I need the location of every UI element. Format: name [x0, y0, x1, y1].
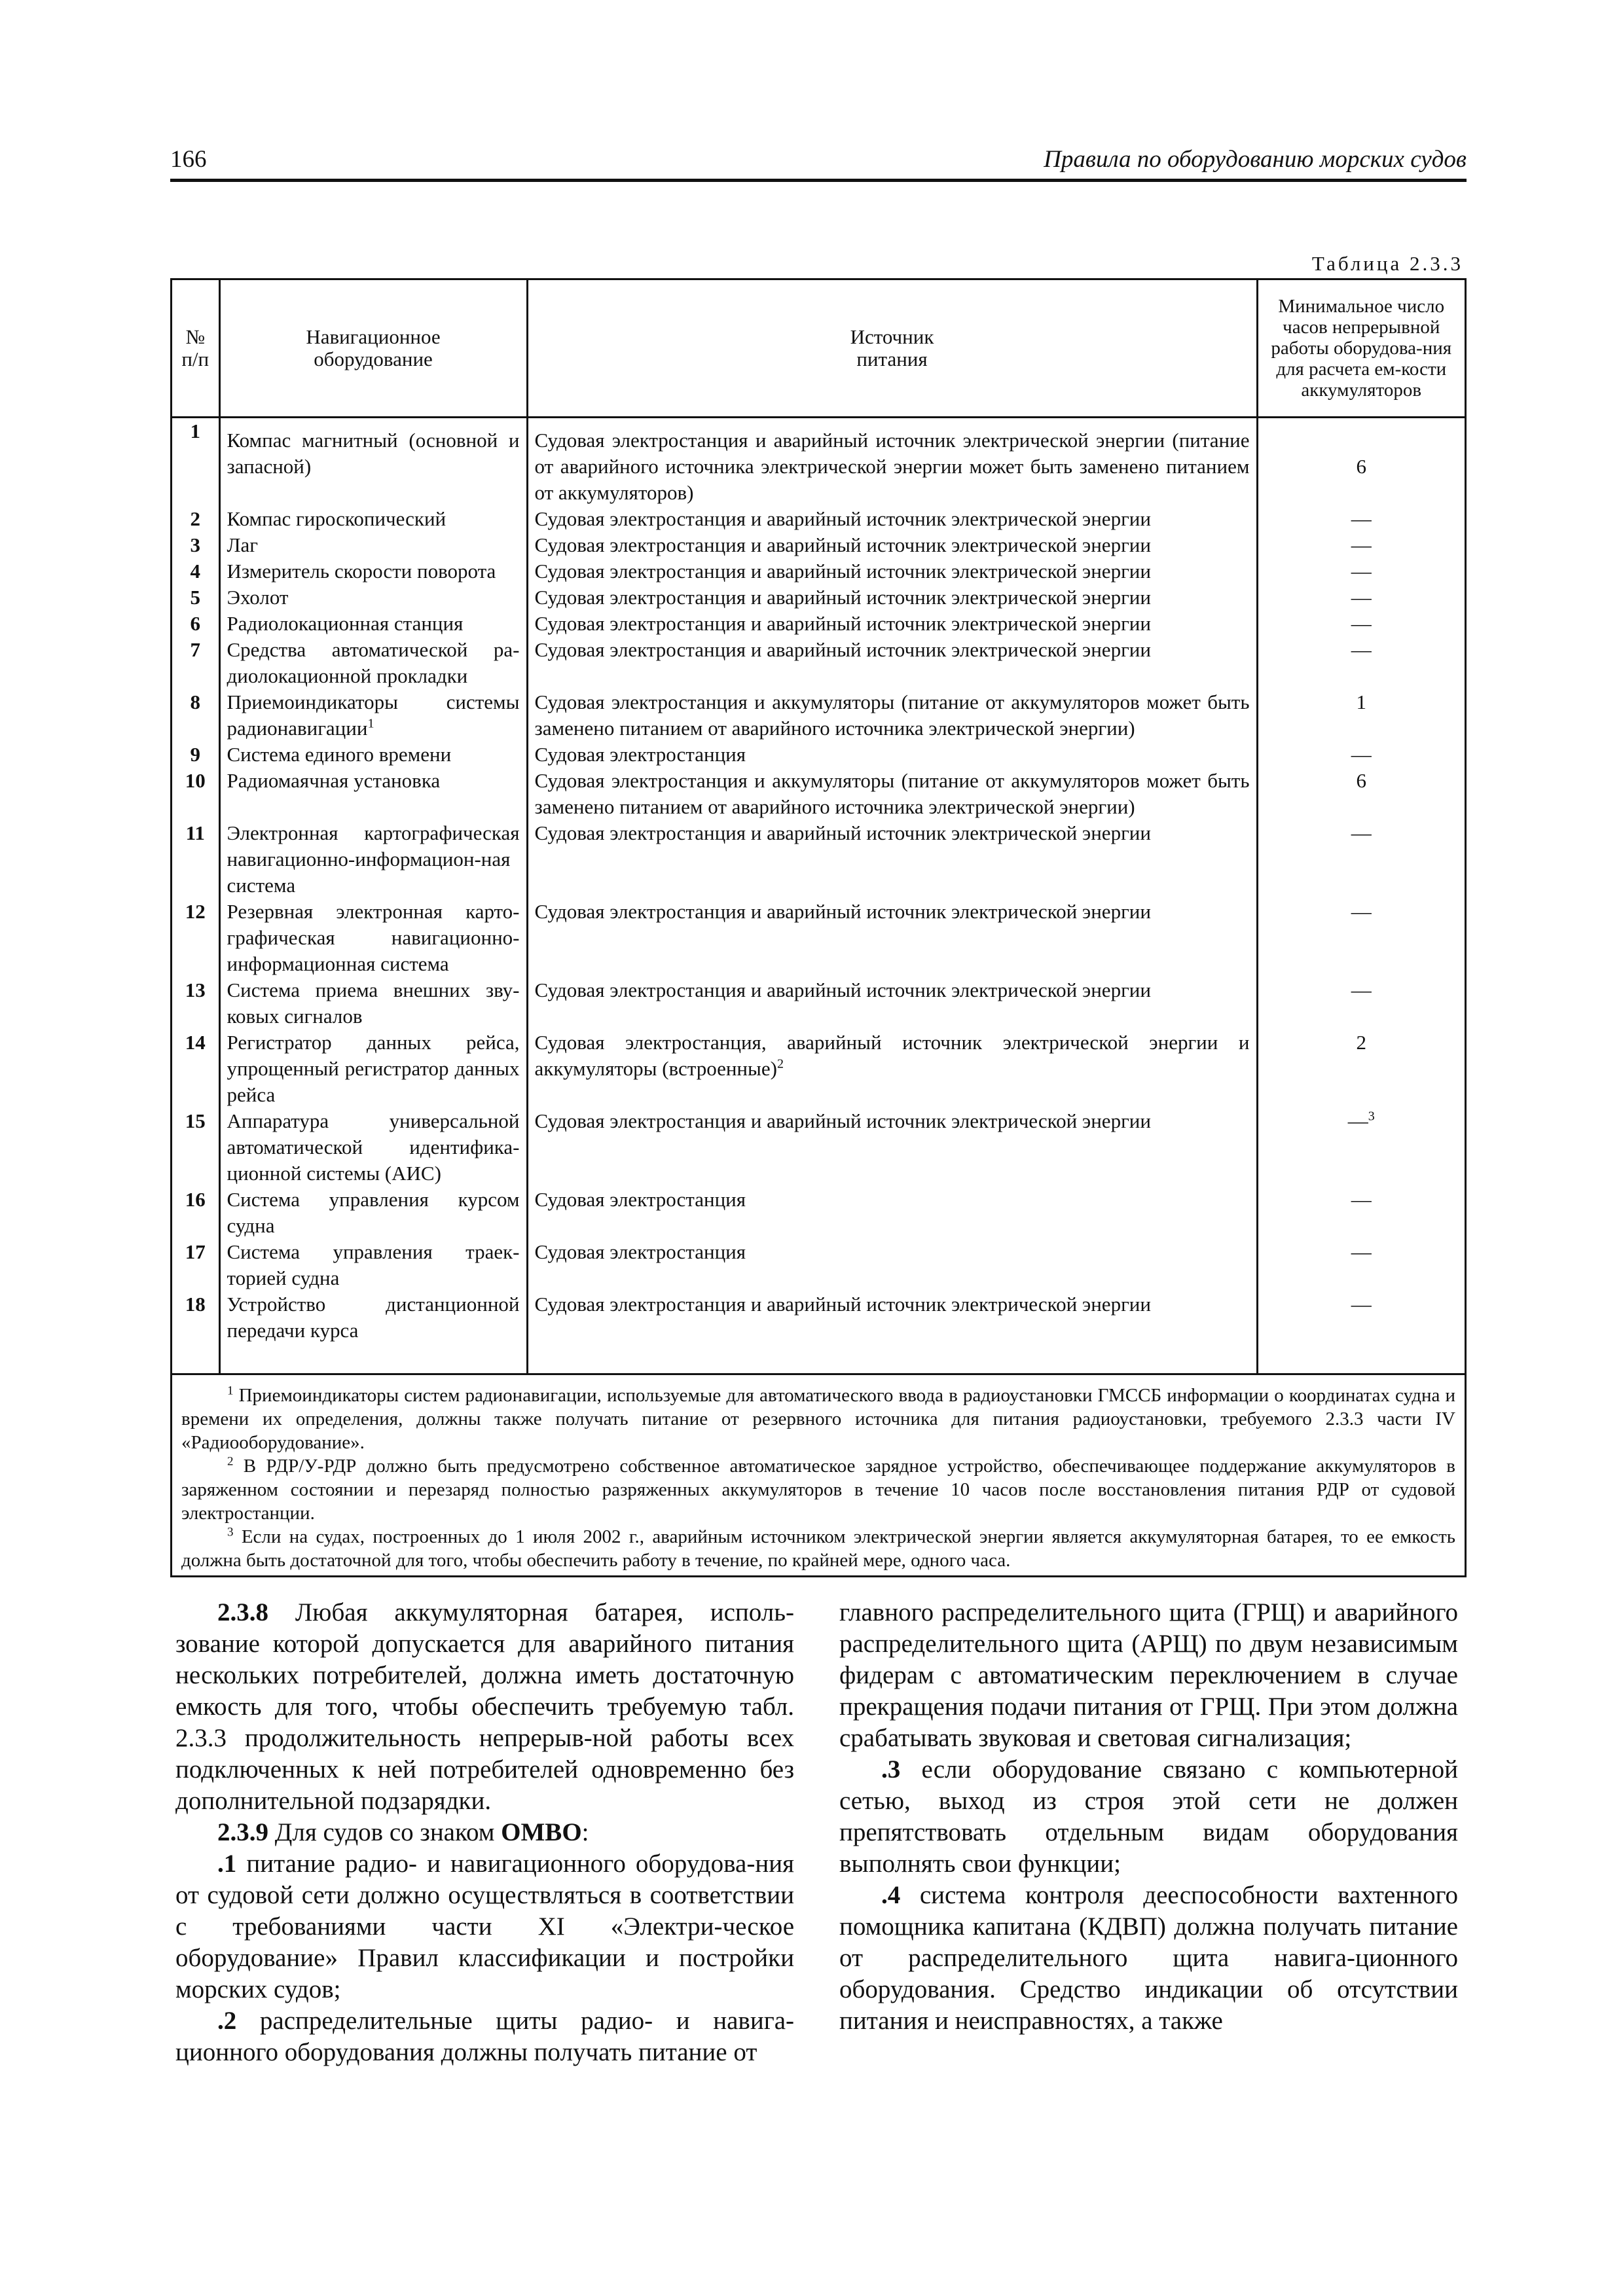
- hours-cell-text: —: [1351, 978, 1372, 1001]
- row-number: [172, 1187, 219, 1239]
- hours-cell: [1257, 532, 1465, 558]
- row-number-text: 4: [190, 560, 200, 583]
- equipment-cell-text: Устройство дистанционной передачи курса: [227, 1293, 520, 1342]
- hours-cell: [1257, 1291, 1465, 1344]
- hours-cell: [1257, 637, 1465, 689]
- source-cell-text: Судовая электростанция и аварийный источник электрической энергии: [534, 1293, 1151, 1316]
- table-row: [172, 1239, 1465, 1291]
- item-2-continued: главного распределительного щита (ГРЩ) и аварийного распределительного щита (АРЩ) по двум независимым фидерам с автоматическим переключением в случае прекращения подачи питания от ГРЩ. При этом должна срабатывать звуковая и световая сигнализация;: [839, 1598, 1458, 1752]
- source-cell: [527, 689, 1257, 742]
- source-cell: [527, 1187, 1257, 1239]
- hours-cell: [1257, 1108, 1465, 1187]
- filler-cell: [172, 1344, 219, 1373]
- hours-cell-text: —: [1351, 900, 1372, 923]
- source-cell-text: Судовая электростанция и аварийный источник электрической энергии: [534, 1109, 1151, 1132]
- equipment-cell-text: Радиомаячная установка: [227, 769, 441, 792]
- row-number-text: 15: [185, 1109, 206, 1132]
- row-number: [172, 558, 219, 584]
- table-row: [172, 506, 1465, 532]
- item-text: распределительные щиты радио- и навига-ционного оборудования должны получать питание от: [175, 2007, 794, 2066]
- row-number-text: 18: [185, 1293, 206, 1316]
- equipment-cell-text: Электронная картографическая навигационно-информацион-ная система: [227, 821, 520, 897]
- hours-cell-text: —: [1347, 1109, 1368, 1132]
- source-cell: [527, 611, 1257, 637]
- hours-cell: [1257, 768, 1465, 820]
- item-number: .4: [881, 1881, 901, 1909]
- equipment-cell-text: Резервная электронная карто-графическая навигационно-информационная система: [227, 900, 520, 975]
- item-1: [175, 1848, 794, 2005]
- table-row: [172, 558, 1465, 584]
- source-cell: [527, 768, 1257, 820]
- hours-cell-text: —: [1351, 743, 1372, 766]
- table-row: [172, 899, 1465, 977]
- item-number: .3: [881, 1755, 901, 1784]
- colon: :: [581, 1818, 589, 1846]
- row-number: [172, 1239, 219, 1291]
- table-row: [172, 977, 1465, 1030]
- footnote-1: [181, 1384, 1455, 1454]
- table-row: [172, 1291, 1465, 1344]
- footnote-divider: [172, 1373, 1465, 1375]
- row-number-text: 11: [185, 821, 205, 844]
- table-row: [172, 584, 1465, 611]
- row-number: [172, 768, 219, 820]
- source-cell: [527, 1108, 1257, 1187]
- paragraph-2-3-9: [175, 1817, 794, 1848]
- hours-cell: [1257, 689, 1465, 742]
- footnote-2: [181, 1454, 1455, 1525]
- footnote-text: В РДР/У-РДР должно быть предусмотрено собственное автоматическое зарядное устройство, обеспечивающее поддержание аккумуляторов в заряженном состоянии и перезаряд полностью разряженных аккумуляторов в течение 10 часов после восстановления питания РДР от судовой электростанции.: [181, 1456, 1455, 1524]
- hours-cell: [1257, 899, 1465, 977]
- source-cell-text: Судовая электростанция и аварийный источник электрической энергии (питание от аварийного источника электрической энергии может быть заменено питанием от аккумуляторов): [534, 429, 1250, 504]
- source-cell: [527, 584, 1257, 611]
- header-source: Источник питания: [527, 280, 1257, 418]
- source-cell: [527, 418, 1257, 507]
- page-number: 166: [170, 146, 207, 173]
- table-row: [172, 768, 1465, 820]
- footnote-ref: 1: [367, 716, 374, 731]
- source-cell: [527, 1239, 1257, 1291]
- hours-cell: [1257, 1239, 1465, 1291]
- source-cell-text: Судовая электростанция и аварийный источник электрической энергии: [534, 978, 1151, 1001]
- equipment-cell: [219, 558, 527, 584]
- filler-cell: [527, 1344, 1257, 1373]
- hours-cell-text: —: [1351, 1188, 1372, 1211]
- table-row: [172, 1108, 1465, 1187]
- clause-number: 2.3.8: [217, 1598, 268, 1626]
- source-cell: [527, 820, 1257, 899]
- hours-cell-text: 2: [1356, 1031, 1366, 1054]
- row-number-text: 17: [185, 1240, 206, 1263]
- equipment-cell-text: Система приема внешних зву-ковых сигналов: [227, 978, 520, 1028]
- equipment-cell: [219, 506, 527, 532]
- footnote-ref: 2: [776, 1056, 784, 1071]
- table-row: [172, 1030, 1465, 1108]
- source-cell: [527, 532, 1257, 558]
- row-number: [172, 977, 219, 1030]
- equipment-cell-text: Приемоиндикаторы системы радионавигации: [227, 691, 520, 740]
- hours-cell: [1257, 418, 1465, 507]
- header-rule: [170, 179, 1467, 182]
- item-3: [839, 1754, 1458, 1880]
- hours-cell-text: —: [1351, 638, 1372, 661]
- row-number: [172, 418, 219, 507]
- table-row: [172, 418, 1465, 507]
- equipment-cell: [219, 899, 527, 977]
- row-number-text: 5: [190, 586, 200, 609]
- hours-cell: [1257, 977, 1465, 1030]
- source-cell-text: Судовая электростанция и аварийный источник электрической энергии: [534, 821, 1151, 844]
- source-cell-text: Судовая электростанция и аварийный источник электрической энергии: [534, 533, 1151, 556]
- footnote-ref: 3: [1368, 1109, 1375, 1124]
- page-header: [170, 145, 1467, 178]
- item-text: питание радио- и навигационного оборудова-ния от судовой сети должно осуществляться в соответствии с требованиями части XI «Электри-ческое оборудование» Правил классификации и постройки морских судов;: [175, 1850, 794, 2003]
- source-cell-text: Судовая электростанция и аварийный источник электрической энергии: [534, 507, 1151, 530]
- hours-cell-text: —: [1351, 533, 1372, 556]
- footnote-3: [181, 1525, 1455, 1572]
- row-number-text: 6: [190, 612, 200, 635]
- equipment-cell: [219, 1187, 527, 1239]
- clause-number: 2.3.9: [217, 1818, 268, 1846]
- source-cell-text: Судовая электростанция и аккумуляторы (питание от аккумуляторов может быть заменено питанием от аварийного источника электрической энергии): [534, 691, 1250, 740]
- equipment-cell-text: Лаг: [227, 533, 258, 556]
- table-footnotes: [181, 1384, 1455, 1572]
- hours-cell: [1257, 1030, 1465, 1108]
- equipment-cell: [219, 1239, 527, 1291]
- hours-cell-text: —: [1351, 821, 1372, 844]
- equipment-cell-text: Система управления траек-торией судна: [227, 1240, 520, 1289]
- equipment-cell: [219, 532, 527, 558]
- source-cell: [527, 742, 1257, 768]
- row-number: [172, 1030, 219, 1108]
- table-filler-row: [172, 1344, 1465, 1373]
- equipment-cell-text: Регистратор данных рейса, упрощенный регистратор данных рейса: [227, 1031, 520, 1106]
- hours-cell-text: —: [1351, 560, 1372, 583]
- source-cell-text: Судовая электростанция и аварийный источник электрической энергии: [534, 638, 1151, 661]
- row-number-text: 13: [185, 978, 206, 1001]
- row-number: [172, 742, 219, 768]
- filler-cell: [219, 1344, 527, 1373]
- source-cell-text: Судовая электростанция: [534, 1240, 746, 1263]
- table-row: [172, 637, 1465, 689]
- equipment-cell-text: Аппаратура универсальной автоматической идентифика-ционной системы (АИС): [227, 1109, 520, 1185]
- equipment-cell: [219, 584, 527, 611]
- table-row: [172, 1187, 1465, 1239]
- row-number-text: 16: [185, 1188, 206, 1211]
- hours-cell-text: 6: [1356, 455, 1366, 478]
- table-caption: Таблица 2.3.3: [1311, 252, 1463, 275]
- equipment-cell: [219, 768, 527, 820]
- equipment-cell: [219, 418, 527, 507]
- table-header-row: [172, 280, 1465, 418]
- row-number: [172, 899, 219, 977]
- table-row: [172, 820, 1465, 899]
- equipment-cell-text: Система единого времени: [227, 743, 452, 766]
- row-number: [172, 820, 219, 899]
- header-equipment: Навигационное оборудование: [219, 280, 527, 418]
- row-number: [172, 611, 219, 637]
- source-cell: [527, 899, 1257, 977]
- source-cell-text: Судовая электростанция и аварийный источник электрической энергии: [534, 612, 1151, 635]
- row-number: [172, 689, 219, 742]
- row-number-text: 2: [190, 507, 200, 530]
- table-row: [172, 689, 1465, 742]
- equipment-cell: [219, 977, 527, 1030]
- source-cell: [527, 558, 1257, 584]
- hours-cell: [1257, 1187, 1465, 1239]
- header-num: № п/п: [172, 280, 219, 418]
- row-number: [172, 584, 219, 611]
- hours-cell-text: 6: [1356, 769, 1366, 792]
- equipment-cell-text: Система управления курсом судна: [227, 1188, 520, 1237]
- equipment-cell-text: Измеритель скорости поворота: [227, 560, 496, 583]
- row-number-text: 14: [185, 1031, 206, 1054]
- footnote-text: Если на судах, построенных до 1 июля 2002 г., аварийным источником электрической энергии является аккумуляторная батарея, то ее емкость должна быть достаточной для того, чтобы обеспечить работу в течение, по крайней мере, одного часа.: [181, 1526, 1455, 1571]
- item-2: [175, 2005, 794, 2068]
- row-number-text: 1: [190, 420, 200, 442]
- row-number-text: 9: [190, 743, 200, 766]
- table-grid: [172, 280, 1465, 1373]
- text-column-right: [839, 1597, 1458, 2037]
- paragraph-2-3-8: [175, 1597, 794, 1817]
- class-notation: ОМВО: [501, 1818, 582, 1846]
- source-cell: [527, 506, 1257, 532]
- text-column-left: [175, 1597, 794, 2068]
- equipment-cell-text: Эхолот: [227, 586, 289, 609]
- row-number: [172, 1108, 219, 1187]
- equipment-cell-text: Компас магнитный (основной и запасной): [227, 429, 520, 478]
- source-cell-text: Судовая электростанция и аварийный источник электрической энергии: [534, 900, 1151, 923]
- source-cell: [527, 1030, 1257, 1108]
- header-hours: Минимальное число часов непрерывной работы оборудова-ния для расчета ем-кости аккумуляторов: [1257, 280, 1465, 418]
- source-cell-text: Судовая электростанция, аварийный источник электрической энергии и аккумуляторы (встроенные): [534, 1031, 1250, 1080]
- hours-cell: [1257, 820, 1465, 899]
- equipment-cell: [219, 611, 527, 637]
- row-number: [172, 506, 219, 532]
- item-4: [839, 1880, 1458, 2037]
- source-cell-text: Судовая электростанция: [534, 1188, 746, 1211]
- hours-cell: [1257, 611, 1465, 637]
- footnote-mark: 3: [227, 1525, 234, 1539]
- table-body: [172, 418, 1465, 1374]
- source-cell-text: Судовая электростанция и аварийный источник электрической энергии: [534, 586, 1151, 609]
- hours-cell-text: —: [1351, 612, 1372, 635]
- row-number-text: 10: [185, 769, 206, 792]
- equipment-cell: [219, 1291, 527, 1344]
- item-number: .2: [217, 2007, 237, 2035]
- row-number-text: 8: [190, 691, 200, 713]
- source-cell: [527, 637, 1257, 689]
- source-cell-text: Судовая электростанция и аварийный источник электрической энергии: [534, 560, 1151, 583]
- footnote-mark: 2: [227, 1454, 234, 1469]
- source-cell-text: Судовая электростанция: [534, 743, 746, 766]
- item-text: система контроля дееспособности вахтенного помощника капитана (КДВП) должна получать питание от распределительного щита навига-ционного оборудования. Средство индикации об отсутствии питания и неисправностях, а также: [839, 1881, 1459, 2035]
- equipment-cell: [219, 1108, 527, 1187]
- hours-cell: [1257, 742, 1465, 768]
- footnote-text: Приемоиндикаторы систем радионавигации, используемые для автоматического ввода в радиоустановки ГМССБ информации о координатах судна и времени их определения, должны также получать питание от резервного источника для питания радиоустановки, требуемого 2.3.3 части IV «Радиооборудование».: [181, 1385, 1455, 1453]
- hours-cell-text: —: [1351, 507, 1372, 530]
- row-number: [172, 1291, 219, 1344]
- equipment-cell: [219, 689, 527, 742]
- hours-cell: [1257, 558, 1465, 584]
- clause-text: Любая аккумуляторная батарея, исполь-зование которой допускается для аварийного питания нескольких потребителей, должна иметь достаточную емкость для того, чтобы обеспечить требуемую табл. 2.3.3 продолжительность непрерыв-ной работы всех подключенных к ней потребителей одновременно без дополнительной подзарядки.: [175, 1598, 795, 1815]
- hours-cell: [1257, 506, 1465, 532]
- running-title: Правила по оборудованию морских судов: [1044, 146, 1467, 173]
- hours-cell-text: 1: [1356, 691, 1366, 713]
- row-number-text: 7: [190, 638, 200, 661]
- equipment-cell: [219, 742, 527, 768]
- item-text: если оборудование связано с компьютерной сетью, выход из строя этой сети не должен препятствовать отдельным видам оборудования выполнять свои функции;: [839, 1755, 1458, 1878]
- hours-cell-text: —: [1351, 1240, 1372, 1263]
- equipment-cell-text: Радиолокационная станция: [227, 612, 464, 635]
- equipment-cell: [219, 820, 527, 899]
- row-number-text: 12: [185, 900, 206, 923]
- equipment-cell: [219, 637, 527, 689]
- clause-text: Для судов со знаком: [274, 1818, 495, 1846]
- footnote-mark: 1: [227, 1384, 234, 1398]
- filler-cell: [1257, 1344, 1465, 1373]
- row-number: [172, 637, 219, 689]
- table-row: [172, 611, 1465, 637]
- table-row: [172, 742, 1465, 768]
- item-number: .1: [217, 1850, 237, 1878]
- hours-cell-text: —: [1351, 1293, 1372, 1316]
- row-number-text: 3: [190, 533, 200, 556]
- equipment-cell-text: Компас гироскопический: [227, 507, 447, 530]
- source-cell-text: Судовая электростанция и аккумуляторы (питание от аккумуляторов может быть заменено питанием от аварийного источника электрической энергии): [534, 769, 1250, 818]
- source-cell: [527, 1291, 1257, 1344]
- source-cell: [527, 977, 1257, 1030]
- equipment-cell: [219, 1030, 527, 1108]
- table-row: [172, 532, 1465, 558]
- power-source-table: [170, 278, 1467, 1577]
- hours-cell: [1257, 584, 1465, 611]
- row-number: [172, 532, 219, 558]
- equipment-cell-text: Средства автоматической ра-диолокационной прокладки: [227, 638, 520, 687]
- hours-cell-text: —: [1351, 586, 1372, 609]
